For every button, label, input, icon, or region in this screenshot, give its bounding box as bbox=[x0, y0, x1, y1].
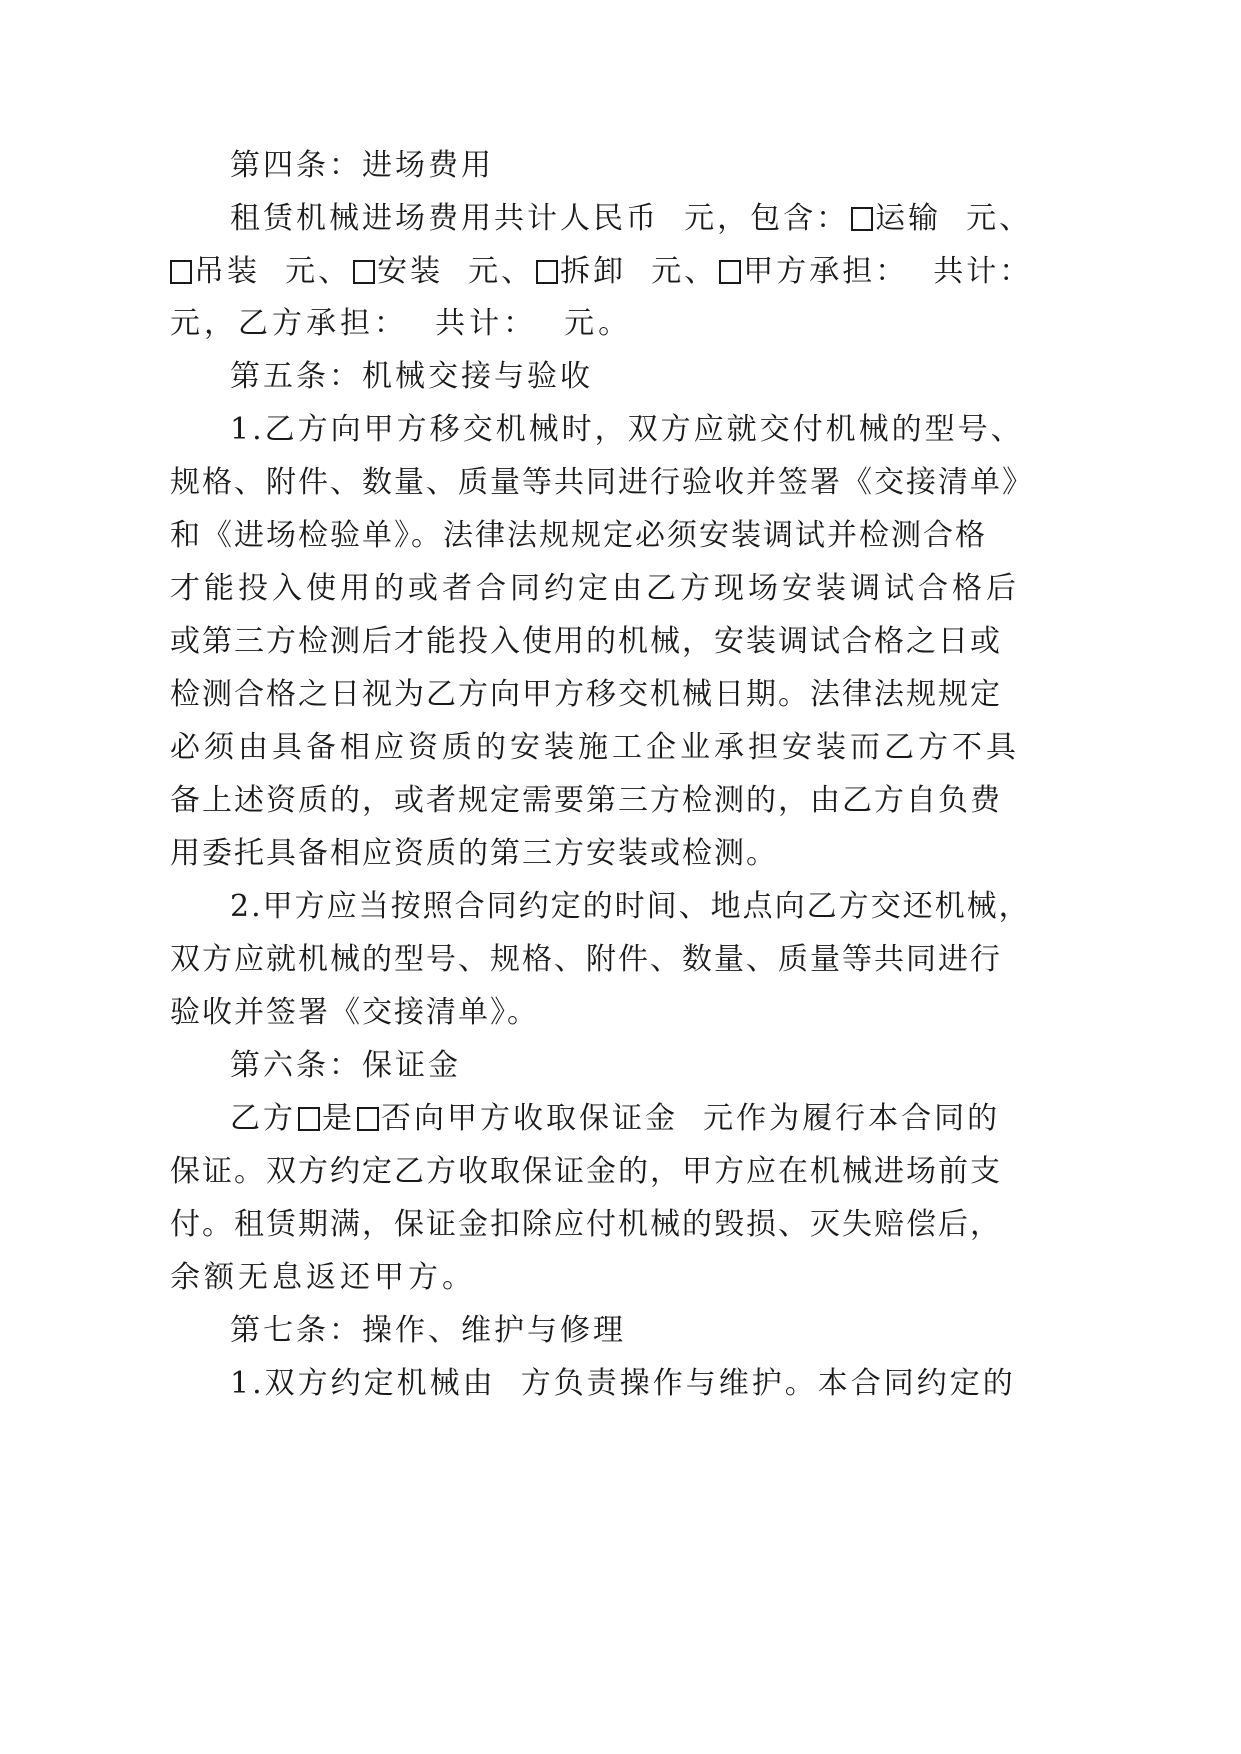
article-4-line-3: 元，乙方承担： 共计： 元。 bbox=[170, 306, 633, 341]
text-segment: 租赁机械进场费用共计人民币 元，包含： bbox=[230, 201, 850, 236]
article-6-line-1 bbox=[230, 1099, 1000, 1139]
article-5-p1-line: 才能投入使用的或者合同约定由乙方现场安装调试合格后 bbox=[170, 571, 1020, 606]
checkbox-transport[interactable] bbox=[851, 207, 873, 231]
text-segment: 否向甲方收取保证金 元作为履行本合同的 bbox=[381, 1101, 1001, 1136]
article-4-line-1 bbox=[230, 199, 1032, 239]
article-5-p1-line: 1.乙方向甲方移交机械时，双方应就交付机械的型号、 bbox=[230, 412, 1024, 447]
article-5-p1-line: 必须由具备相应资质的安装施工企业承担安装而乙方不具 bbox=[170, 730, 1020, 765]
text-segment: 运输 元、 bbox=[875, 201, 1033, 236]
text-segment: 是 bbox=[322, 1101, 355, 1136]
checkbox-no[interactable] bbox=[357, 1107, 379, 1131]
article-5-p2-line: 验收并签署《交接清单》。 bbox=[170, 995, 539, 1030]
article-5-p1-line: 规格、附件、数量、质量等共同进行验收并签署《交接清单》 bbox=[170, 465, 1034, 500]
article-6-line: 余额无息返还甲方。 bbox=[170, 1260, 476, 1295]
article-5-p1-line: 用委托具备相应资质的第三方安装或检测。 bbox=[170, 836, 778, 871]
article-6-line: 付。租赁期满，保证金扣除应付机械的毁损、灭失赔偿后， bbox=[170, 1207, 1002, 1242]
article-5-p1-line: 检测合格之日视为乙方向甲方移交机械日期。法律法规规定 bbox=[170, 677, 1002, 712]
article-7-heading: 第七条：操作、维护与修理 bbox=[230, 1313, 626, 1348]
checkbox-lifting[interactable] bbox=[170, 260, 192, 284]
article-5-heading: 第五条：机械交接与验收 bbox=[230, 359, 593, 394]
article-6-heading: 第六条：保证金 bbox=[230, 1048, 461, 1083]
text-segment: 乙方 bbox=[230, 1101, 296, 1136]
article-5-p2-line: 2.甲方应当按照合同约定的时间、地点向乙方交还机械， bbox=[230, 889, 1031, 924]
article-5-p1-line: 和《进场检验单》。法律法规规定必须安装调试并检测合格 bbox=[170, 518, 987, 553]
checkbox-installation[interactable] bbox=[353, 260, 375, 284]
text-segment: 拆卸 元、 bbox=[560, 254, 718, 289]
text-segment: 甲方承担： 共计： bbox=[743, 254, 1033, 289]
article-6-line: 保证。双方约定乙方收取保证金的，甲方应在机械进场前支 bbox=[170, 1154, 1002, 1189]
article-5-p1-line: 备上述资质的，或者规定需要第三方检测的，由乙方自负费 bbox=[170, 783, 1002, 818]
article-5-p1-line: 或第三方检测后才能投入使用的机械，安装调试合格之日或 bbox=[170, 624, 1002, 659]
checkbox-dismantling[interactable] bbox=[536, 260, 558, 284]
article-4-line-2 bbox=[170, 252, 1032, 292]
article-7-line-1: 1.双方约定机械由 方负责操作与维护。本合同约定的 bbox=[230, 1366, 1016, 1401]
checkbox-party-a-bears[interactable] bbox=[719, 260, 741, 284]
checkbox-yes[interactable] bbox=[298, 1107, 320, 1131]
article-5-p2-line: 双方应就机械的型号、规格、附件、数量、质量等共同进行 bbox=[170, 942, 1002, 977]
text-segment: 安装 元、 bbox=[377, 254, 535, 289]
text-segment: 吊装 元、 bbox=[194, 254, 352, 289]
article-4-heading: 第四条：进场费用 bbox=[230, 148, 494, 183]
